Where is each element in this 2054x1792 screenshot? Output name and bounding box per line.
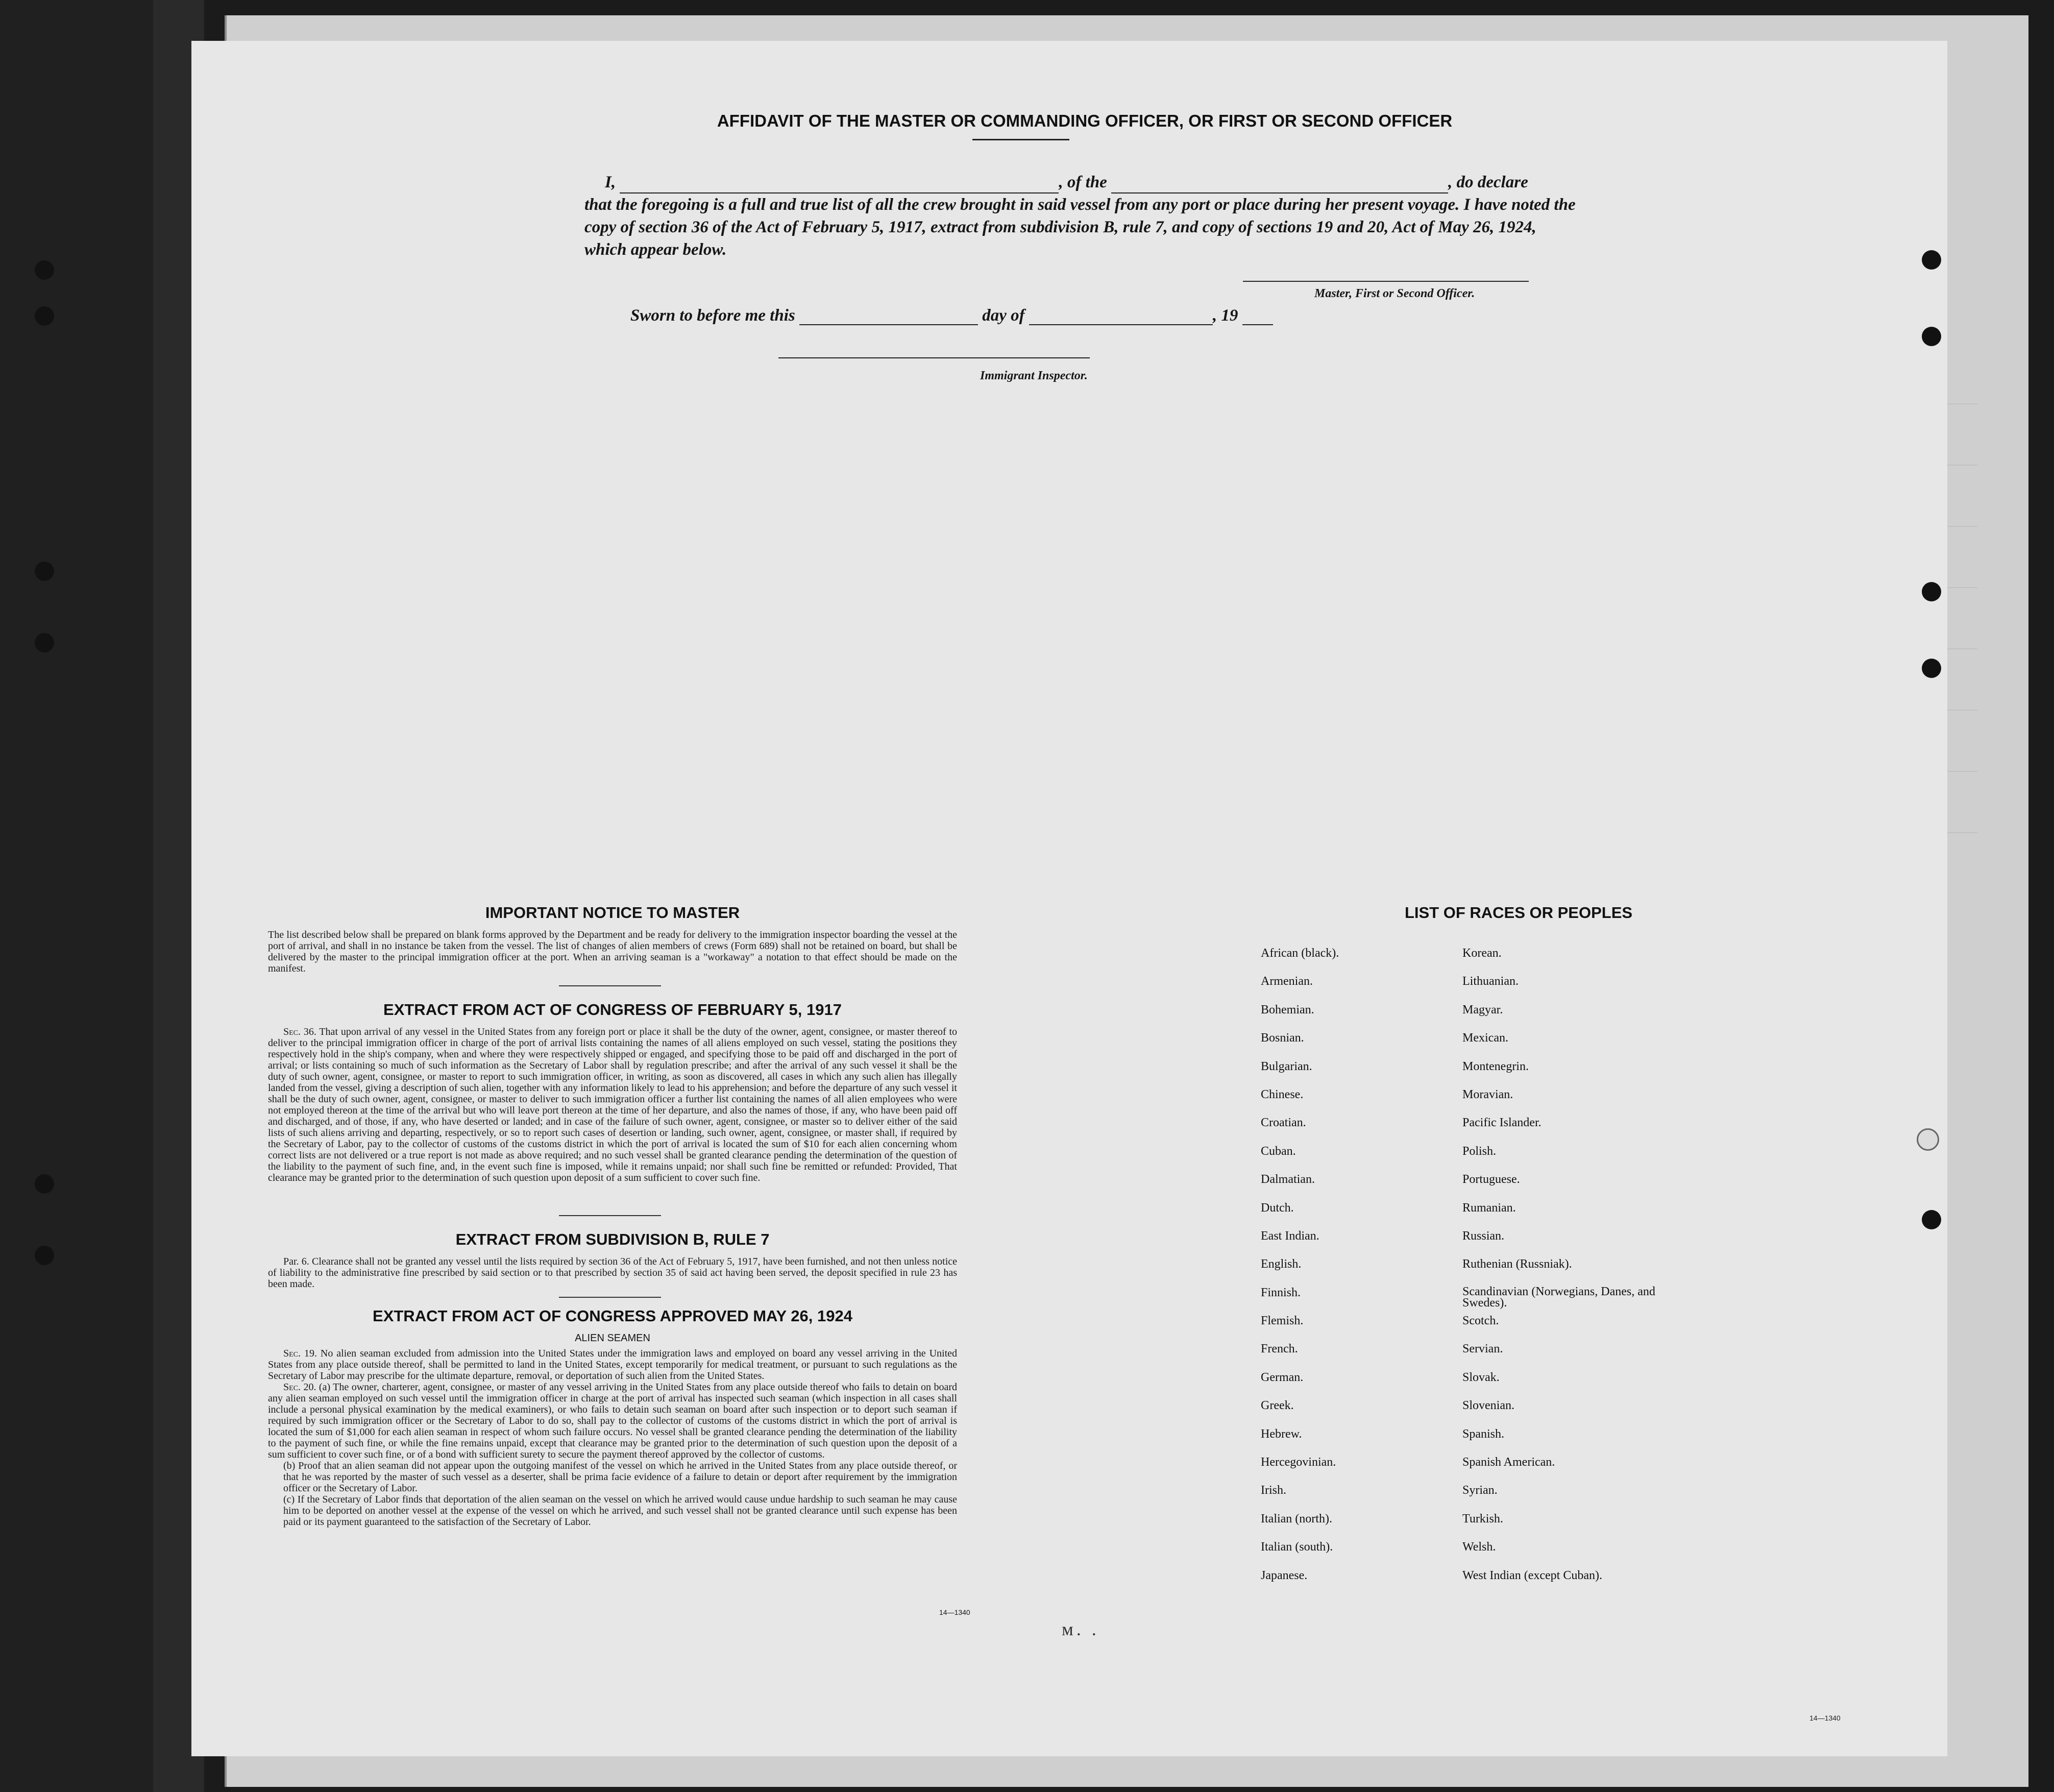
extract-1924-title: EXTRACT FROM ACT OF CONGRESS APPROVED MAY 26, 1924 xyxy=(373,1307,852,1325)
race-item: Japanese. xyxy=(1261,1568,1308,1582)
inspector-signature-line[interactable] xyxy=(778,357,1090,358)
race-item: Rumanian. xyxy=(1462,1201,1516,1215)
race-item: Armenian. xyxy=(1261,975,1313,988)
sworn-year-prefix: , 19 xyxy=(1212,306,1238,325)
punch-hole-icon xyxy=(1922,327,1941,346)
sworn-statement xyxy=(630,306,1273,325)
race-item: Italian (north). xyxy=(1261,1512,1332,1525)
extract-1917-body xyxy=(268,1026,957,1183)
punch-hole-icon xyxy=(35,1246,54,1265)
sec20-label: Sec. 20. xyxy=(283,1382,316,1393)
race-item: Servian. xyxy=(1462,1342,1503,1356)
race-item: Chinese. xyxy=(1261,1087,1304,1101)
vessel-blank[interactable] xyxy=(1111,177,1448,193)
sworn-month-blank[interactable] xyxy=(1029,309,1213,325)
race-item: Irish. xyxy=(1261,1484,1286,1497)
races-column-1 xyxy=(1261,939,1445,1590)
punch-hole-icon xyxy=(1917,1128,1939,1151)
sec19-text: No alien seaman excluded from admission into the United States under the immigration laws and employed on board any vessel arriving in the United States from any place outside thereof, shall be permitted to land in the United States, except temporarily for medical treatment, or pursuant to such regulations as the Secretary of Labor may prescribe for the ultimate departure, removal, or deportation of such alien from the United States. xyxy=(268,1348,958,1382)
race-item: Italian (south). xyxy=(1261,1540,1333,1554)
declaration-body: that the foregoing is a full and true list of all the crew brought in said vessel from any port or place during her present voyage. I have noted the copy of section 36 of the Act of February 5, 1917, extract from subdivision B, rule 7, and copy of sections 19 and 20, Act of May 26, 1924, which appear below. xyxy=(584,196,1576,259)
declaration-of-the: , of the xyxy=(1059,173,1107,191)
notice-divider xyxy=(559,985,661,986)
back-form-number: 14—1340 xyxy=(1810,1714,1841,1722)
race-item: Polish. xyxy=(1462,1144,1497,1158)
race-item: Flemish. xyxy=(1261,1314,1304,1328)
sworn-day-of: day of xyxy=(982,306,1025,325)
race-item: Spanish American. xyxy=(1462,1456,1555,1469)
affidavit-title: AFFIDAVIT OF THE MASTER OR COMMANDING OFFICER, OR FIRST OR SECOND OFFICER xyxy=(717,111,1453,130)
race-item: Croatian. xyxy=(1261,1116,1306,1130)
race-item: Hercegovinian. xyxy=(1261,1456,1336,1469)
race-item: Montenegrin. xyxy=(1462,1059,1529,1073)
race-item: Hebrew. xyxy=(1261,1427,1302,1441)
race-item: Dalmatian. xyxy=(1261,1173,1315,1186)
punch-hole-icon xyxy=(35,260,54,280)
race-item: Welsh. xyxy=(1462,1540,1496,1554)
extract-1917-divider xyxy=(559,1215,661,1216)
extract-rule7-par-label: Par. 6. xyxy=(283,1256,309,1267)
affidavit-page xyxy=(191,41,1947,1756)
extract-1917-text: That upon arrival of any vessel in the United States from any foreign port or place it shall be the duty of the owner, agent, consignee, or master thereof to deliver to the principal immigration officer in charge of the port of arrival lists containing the names of all aliens employed on such vessel, stating the positions they respectively hold in the ship's company, when and where they were respectively shipped or engaged, and specifying those to be paid off and discharged in the port of arrival; or lists containing so much of such information as the Secretary of Labor shall by regulation prescribe; and after the arrival of any such vessel it shall be the duty of such owner, agent, consignee, or master to report to such immigration officer, in writing, as soon as discovered, all cases in which any such alien has illegally landed from the vessel, giving a description of such alien, together with any information likely to lead to his apprehension; and before the departure of any such vessel it shall be the duty of such owner, agent, consignee, or master to deliver to such immigration officer a further list containing the names of all alien employees who were not employed thereon at the time of the arrival but who will leave port thereon at the time of her departure, and also the names of those, if any, who have been paid off and discharged, and of those, if any, who have deserted or landed; and in case of the failure of such owner, agent, consignee, or master so to deliver either of the said lists of such aliens arriving and departing, respectively, or so to report such cases of desertion or landing, such owner, agent, consignee, or master shall, if required by the Secretary of Labor, pay to the collector of customs of the customs district in which the port of arrival is located the sum of $10 for each alien concerning whom correct lists are not delivered or a true report is not made as above required; and no such vessel shall be granted clearance pending the determination of the question of the liability to the payment of such fine, and, in the event such fine is imposed, while it remains unpaid; nor shall such fine be remitted or refunded: Provided, That clearance may be granted prior to the determination of such question upon deposit of a sum sufficient to cover such fine. xyxy=(268,1026,958,1183)
race-item: West Indian (except Cuban). xyxy=(1462,1568,1602,1582)
race-item: Lithuanian. xyxy=(1462,975,1519,988)
race-item: African (black). xyxy=(1261,947,1339,960)
declaration-i: I, xyxy=(605,173,616,191)
name-blank[interactable] xyxy=(620,177,1059,193)
punch-hole-icon xyxy=(1922,659,1941,678)
margin-marks: м. . xyxy=(1062,1619,1099,1639)
master-signature-label: Master, First or Second Officer. xyxy=(1314,287,1475,300)
punch-hole-icon xyxy=(35,562,54,581)
title-underline xyxy=(972,139,1069,140)
race-item: Mexican. xyxy=(1462,1031,1508,1045)
race-item: Slovenian. xyxy=(1462,1399,1514,1413)
punch-hole-icon xyxy=(1922,1210,1941,1229)
race-item: Russian. xyxy=(1462,1229,1505,1243)
race-item: French. xyxy=(1261,1342,1298,1356)
sec20c-text: (c) If the Secretary of Labor finds that deportation of the alien seaman on the vessel on which he arrived would cause undue hardship to such seaman he may cause him to be deported on another vessel at the expense of the vessel on which he arrived, and such vessel shall not be granted clearance until such expense has been paid or its payment guaranteed to the satisfaction of the Secretary of Labor. xyxy=(283,1494,957,1528)
races-title: LIST OF RACES OR PEOPLES xyxy=(1404,904,1633,922)
race-item: Slovak. xyxy=(1462,1370,1500,1384)
inspector-signature-label: Immigrant Inspector. xyxy=(980,369,1088,382)
sec20b-text: (b) Proof that an alien seaman did not appear upon the outgoing manifest of the vessel on which he arrived in the United States from any place outside thereof, or that he was reported by the master of such vessel as a deserter, shall be prima facie evidence of a failure to detain or deport after requirement by the immigration officer or the Secretary of Labor. xyxy=(283,1460,957,1494)
race-item: Cuban. xyxy=(1261,1144,1296,1158)
punch-hole-icon xyxy=(1922,250,1941,270)
punch-hole-icon xyxy=(1922,582,1941,601)
notice-body: The list described below shall be prepared on blank forms approved by the Department and be ready for delivery to the immigration inspector boarding the vessel at the port of arrival, and shall in no instance be taken from the vessel. The list of changes of alien members of crews (Form 689) shall not be retained on board, but shall be delivered by the master to the principal immigration officer at the port. When an arriving seaman is a "workaway" a notation to that effect should be made on the manifest. xyxy=(268,929,957,974)
race-item: Scotch. xyxy=(1462,1314,1499,1328)
master-signature-line[interactable] xyxy=(1243,281,1529,282)
punch-hole-icon xyxy=(35,306,54,326)
punch-hole-icon xyxy=(35,1174,54,1194)
race-item: Syrian. xyxy=(1462,1484,1498,1497)
race-item: Moravian. xyxy=(1462,1087,1513,1101)
sworn-year-blank[interactable] xyxy=(1242,309,1273,325)
extract-1924-subtitle: ALIEN SEAMEN xyxy=(575,1333,650,1344)
race-item: Bosnian. xyxy=(1261,1031,1304,1045)
sworn-prefix: Sworn to before me this xyxy=(630,306,795,325)
declaration-do-declare: , do declare xyxy=(1448,173,1528,191)
extract-1924-body xyxy=(268,1348,957,1528)
race-item: Turkish. xyxy=(1462,1512,1503,1525)
extract-rule7-text: Clearance shall not be granted any vessel until the lists required by section 36 of the Act of February 5, 1917, have been furnished, and not then unless notice of liability to the administrative fine prescribed by said section or to that prescribed by section 35 of said act having been served, the deposit specified in rule 23 has been made. xyxy=(268,1256,958,1290)
extract-rule7-title: EXTRACT FROM SUBDIVISION B, RULE 7 xyxy=(455,1230,770,1248)
extract-rule7-body xyxy=(268,1256,957,1290)
race-item: Spanish. xyxy=(1462,1427,1505,1441)
race-item: Bulgarian. xyxy=(1261,1059,1312,1073)
form-number: 14—1340 xyxy=(939,1608,970,1616)
extract-1917-title: EXTRACT FROM ACT OF CONGRESS OF FEBRUARY 5, 1917 xyxy=(383,1001,842,1019)
extract-1917-section-label: Sec. 36. xyxy=(283,1026,316,1037)
race-item: Portuguese. xyxy=(1462,1173,1520,1186)
punch-hole-icon xyxy=(35,633,54,652)
sec19-label: Sec. 19. xyxy=(283,1348,317,1359)
race-item: Dutch. xyxy=(1261,1201,1294,1215)
race-item: Scandinavian (Norwegians, Danes, and Swedes). xyxy=(1462,1285,1655,1310)
race-item: German. xyxy=(1261,1370,1304,1384)
race-item: Bohemian. xyxy=(1261,1003,1314,1016)
race-item: East Indian. xyxy=(1261,1229,1319,1243)
notice-title: IMPORTANT NOTICE TO MASTER xyxy=(485,904,740,922)
affidavit-declaration xyxy=(584,171,1580,261)
race-item: Finnish. xyxy=(1261,1286,1301,1299)
extract-rule7-divider xyxy=(559,1297,661,1298)
sec20a-text: (a) The owner, charterer, agent, consignee, or master of any vessel arriving in the United States from any place outside thereof who fails to detain on board any alien seaman employed on such vessel until the immigration officer in charge at the port of arrival has inspected such seaman (which inspection in all cases shall include a personal physical examination by the medical examiners), or who fails to detain such seaman on board after such inspection or to deport such seaman if required by such immigration officer or the Secretary of Labor to do so, shall pay to the collector of customs of the customs district in which the port of arrival is located the sum of $1,000 for each alien seaman in respect of whom such failure occurs. No vessel shall be granted clearance pending the determination of the liability to the payment of such fine, or while the fine remains unpaid, except that clearance may be granted prior to the determination of such question upon the deposit of a sum sufficient to cover such fine, or of a bond with sufficient surety to secure the payment thereof approved by the collector of customs. xyxy=(268,1382,958,1460)
race-item: Korean. xyxy=(1462,947,1502,960)
races-column-2 xyxy=(1462,939,1677,1590)
race-item: Pacific Islander. xyxy=(1462,1116,1542,1130)
race-item: English. xyxy=(1261,1257,1302,1271)
race-item: Ruthenian (Russniak). xyxy=(1462,1257,1572,1271)
sworn-day-blank[interactable] xyxy=(799,309,978,325)
race-item: Greek. xyxy=(1261,1399,1294,1413)
race-item: Magyar. xyxy=(1462,1003,1503,1016)
